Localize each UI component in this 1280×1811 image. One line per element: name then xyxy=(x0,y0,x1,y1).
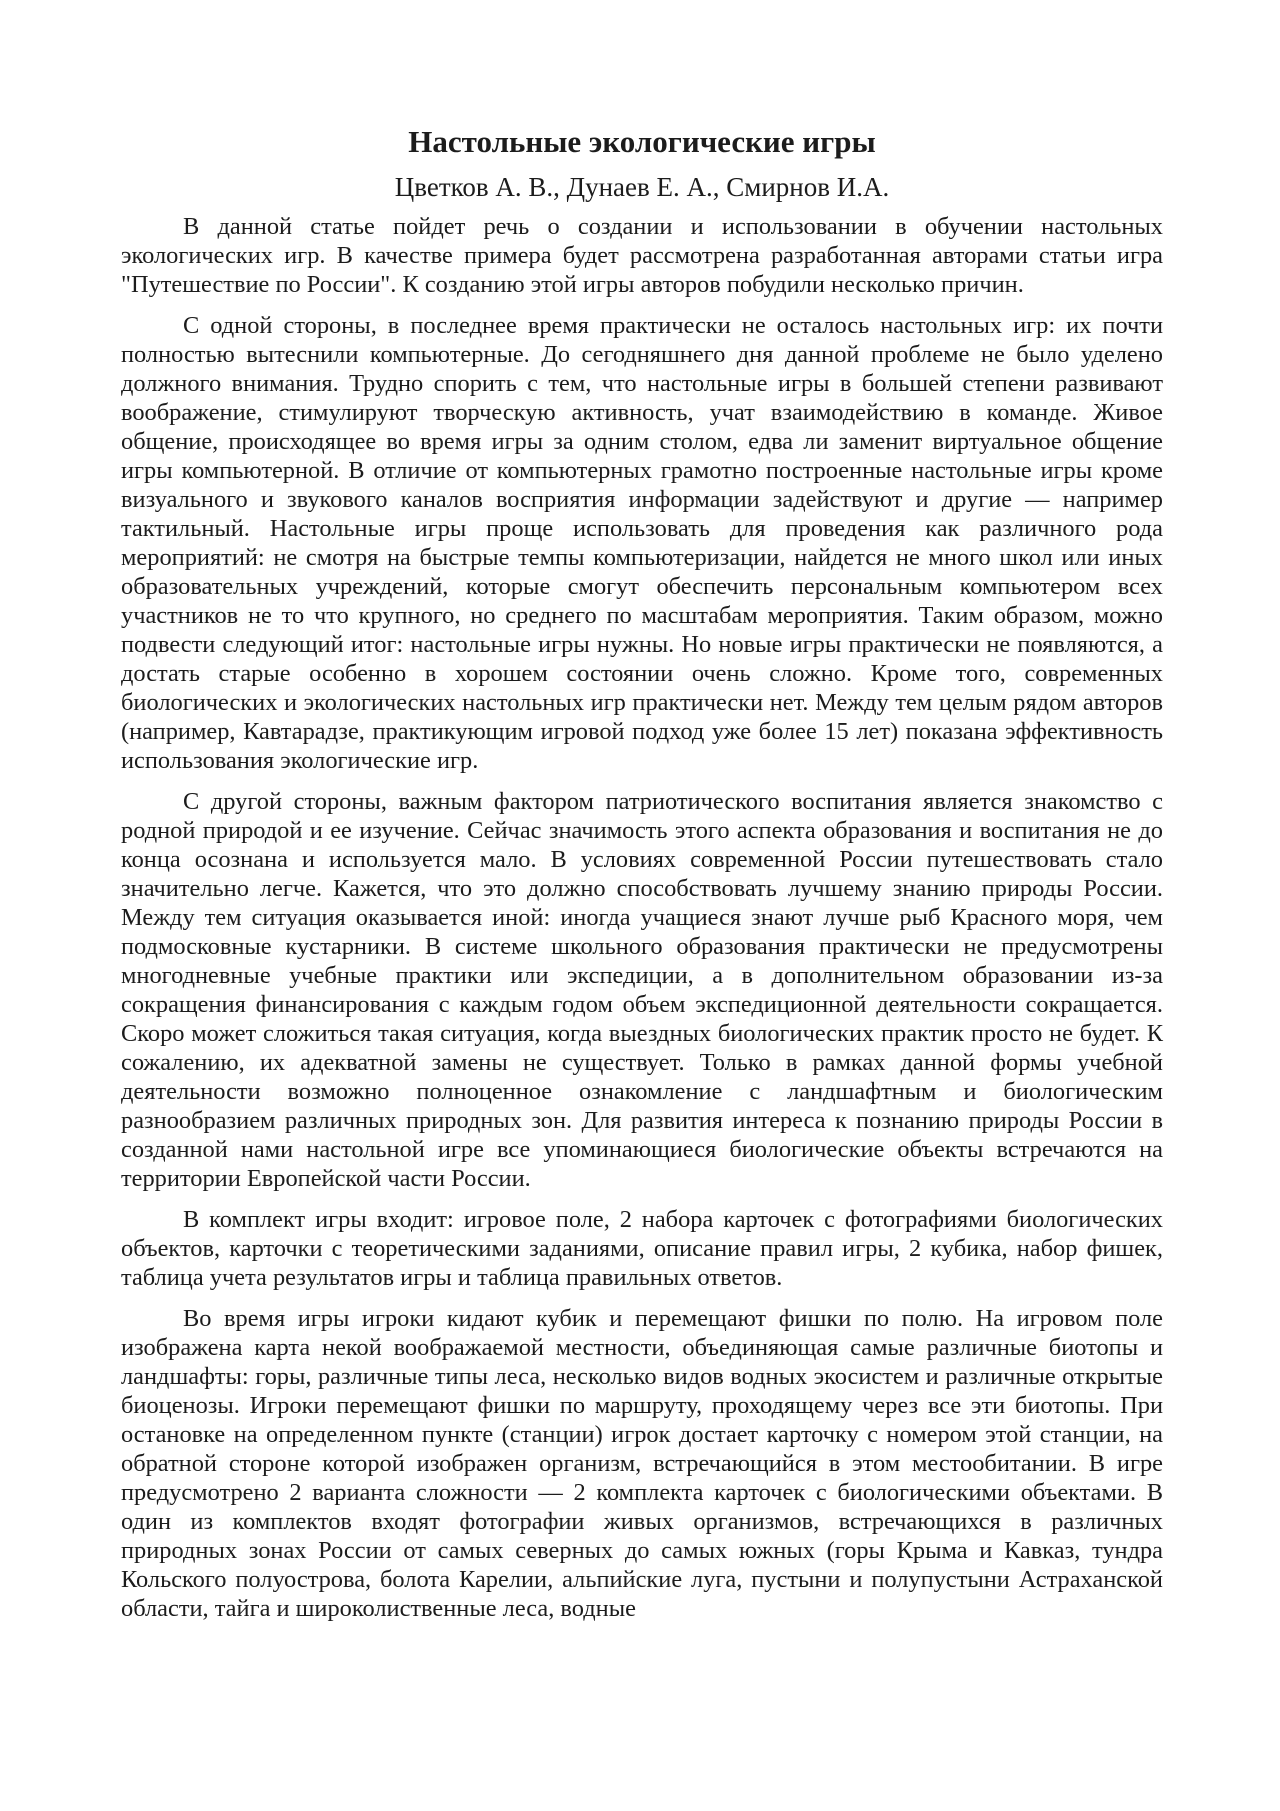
document-body xyxy=(121,120,1163,1635)
paragraph-game-kit: В комплект игры входит: игровое поле, 2 набора карточек с фотографиями биологических объектов, карточки с теоретическими заданиями, описание правил игры, 2 кубика, набор фишек, таблица учета результатов игры и таблица правильных ответов. xyxy=(121,1206,1163,1291)
paragraph-intro: В данной статье пойдет речь о создании и использовании в обучении настольных экологических игр. В качестве примера будет рассмотрена разработанная авторами статьи игра "Путешествие по России". К созданию этой игры авторов побудили несколько причин. xyxy=(121,213,1163,298)
document-authors: Цветков А. В., Дунаев Е. А., Смирнов И.А. xyxy=(394,172,890,202)
paragraph-gameplay: Во время игры игроки кидают кубик и перемещают фишки по полю. На игровом поле изображена карта некой воображаемой местности, объединяющая самые различные биотопы и ландшафты: горы, различные типы леса, несколько видов водных экосистем и различные открытые биоценозы. Игроки перемещают фишки по маршруту, проходящему через все эти биотопы. При остановке на определенном пункте (станции) игрок достает карточку с номером этой станции, на обратной стороне которой изображен организм, встречающийся в этом местообитании. В игре предусмотрено 2 варианта сложности — 2 комплекта карточек с биологическими объектами. В один из комплектов входят фотографии живых организмов, встречающихся в различных природных зонах России от самых северных до самых южных (горы Крыма и Кавказ, тундра Кольского полуострова, болота Карелии, альпийские луга, пустыни и полупустыни Астраханской области, тайга и широколиственные леса, водные xyxy=(121,1305,1163,1622)
paragraph-patriotic-education: С другой стороны, важным фактором патриотического воспитания является знакомство с родной природой и ее изучение. Сейчас значимость этого аспекта образования и воспитания не до конца осознана и используется мало. В условиях современной России путешествовать стало значительно легче. Кажется, что это должно способствовать лучшему знанию природы России. Между тем ситуация оказывается иной: иногда учащиеся знают лучше рыб Красного моря, чем подмосковные кустарники. В системе школьного образования практически не предусмотрены многодневные учебные практики или экспедиции, а в дополнительном образовании из-за сокращения финансирования с каждым годом объем экспедиционной деятельности сокращается. Скоро может сложиться такая ситуация, когда выездных биологических практик просто не будет. К сожалению, их адекватной замены не существует. Только в рамках данной формы учебной деятельности возможно полноценное ознакомление с ландшафтным и биологическим разнообразием различных природных зон. Для развития интереса к познанию природы России в созданной нами настольной игре все упоминающиеся биологические объекты встречаются на территории Европейской части России. xyxy=(121,788,1163,1192)
paragraph-board-games: С одной стороны, в последнее время практически не осталось настольных игр: их почти полностью вытеснили компьютерные. До сегодняшнего дня данной проблеме не было уделено должного внимания. Трудно спорить с тем, что настольные игры в большей степени развивают воображение, стимулируют творческую активность, учат взаимодействию в команде. Живое общение, происходящее во время игры за одним столом, едва ли заменит виртуальное общение игры компьютерной. В отличие от компьютерных грамотно построенные настольные игры кроме визуального и звукового каналов восприятия информации задействуют и другие — например тактильный. Настольные игры проще использовать для проведения как различного рода мероприятий: не смотря на быстрые темпы компьютеризации, найдется не много школ или иных образовательных учреждений, которые смогут обеспечить персональным компьютером всех участников не то что крупного, но среднего по масштабам мероприятия. Таким образом, можно подвести следующий итог: настольные игры нужны. Но новые игры практически не появляются, а достать старые особенно в хорошем состоянии очень сложно. Кроме того, современных биологических и экологических настольных игр практически нет. Между тем целым рядом авторов (например, Кавтарадзе, практикующим игровой подход уже более 15 лет) показана эффективность использования экологические игр. xyxy=(121,312,1163,774)
document-title: Настольные экологические игры xyxy=(408,124,876,159)
